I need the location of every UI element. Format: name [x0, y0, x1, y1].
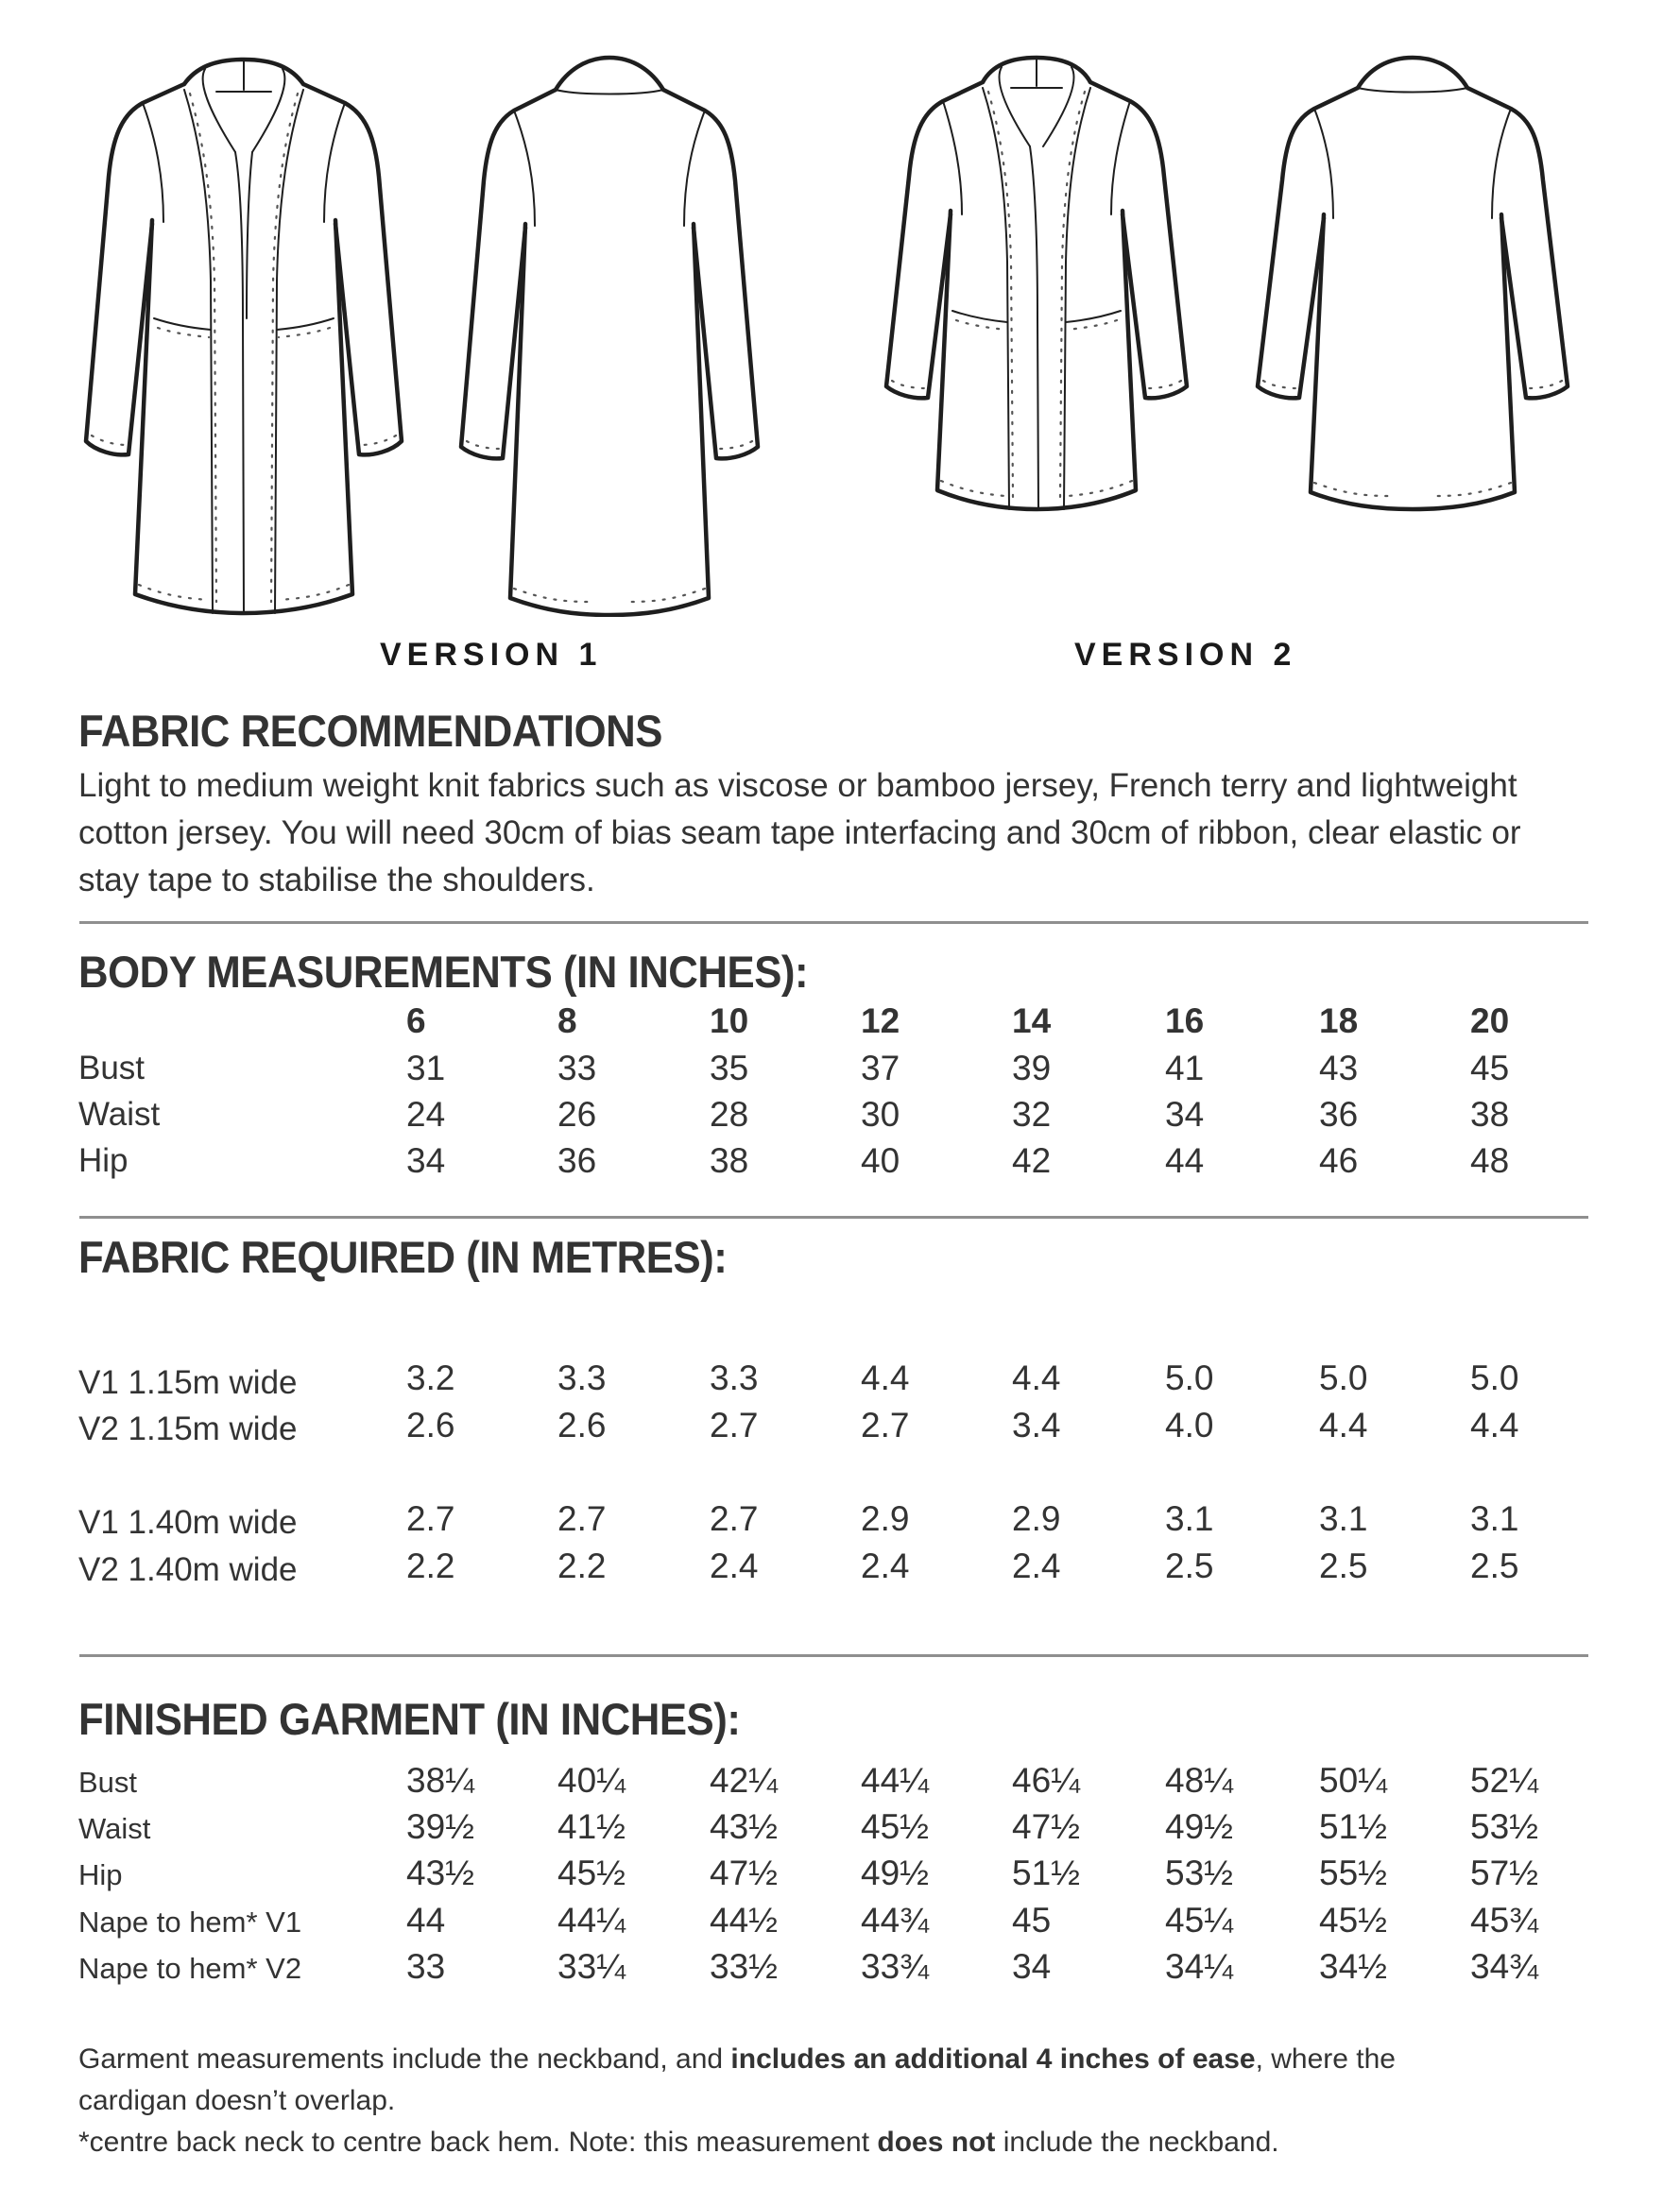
table-cell: 2.7: [710, 1406, 759, 1444]
table-cell: 40: [861, 1141, 900, 1180]
table-cell: 38: [710, 1141, 749, 1180]
table-cell: 33¾: [861, 1947, 930, 1986]
table-cell: 33: [557, 1049, 597, 1087]
table-cell: 2.4: [710, 1547, 759, 1585]
table-cell: 45¼: [1165, 1901, 1234, 1940]
fabric-recommendations-heading: FABRIC RECOMMENDATIONS: [78, 706, 662, 756]
row-label: V1 1.15m wide: [78, 1364, 298, 1401]
section-divider: [79, 921, 1588, 924]
table-cell: 37: [861, 1049, 900, 1087]
table-cell: 47½: [710, 1854, 779, 1892]
table-cell: 2.5: [1319, 1547, 1368, 1585]
size-header: 20: [1470, 1001, 1510, 1040]
table-cell: 47½: [1012, 1807, 1081, 1846]
table-cell: 45¾: [1470, 1901, 1539, 1940]
table-cell: 42: [1012, 1141, 1052, 1180]
table-cell: 36: [557, 1141, 597, 1180]
version2-front-illustration: [879, 35, 1195, 512]
section-divider: [79, 1216, 1588, 1219]
table-cell: 41½: [557, 1807, 626, 1846]
table-cell: 2.2: [557, 1547, 607, 1585]
table-cell: 46: [1319, 1141, 1359, 1180]
body-measurements-heading: BODY MEASUREMENTS (IN INCHES):: [78, 947, 809, 997]
fabric-recommendations-text: [78, 762, 1647, 904]
table-cell: 57½: [1470, 1854, 1539, 1892]
fabric-recommendations-line: Light to medium weight knit fabrics such as viscose or bamboo jersey, French terry and lightweight: [78, 767, 1517, 804]
note-emphasis: does not: [877, 2127, 996, 2158]
table-cell: 45: [1470, 1049, 1510, 1087]
note-text: Garment measurements include the neckband, and: [78, 2043, 731, 2075]
table-cell: 4.4: [1470, 1406, 1519, 1444]
table-cell: 34: [406, 1141, 446, 1180]
table-cell: 45½: [557, 1854, 626, 1892]
table-cell: 44¾: [861, 1901, 930, 1940]
table-cell: 3.4: [1012, 1406, 1061, 1444]
table-cell: 53½: [1470, 1807, 1539, 1846]
note-text: *centre back neck to centre back hem. Note: this measurement: [78, 2127, 878, 2158]
table-cell: 3.1: [1165, 1499, 1214, 1538]
table-cell: 2.7: [710, 1499, 759, 1538]
row-label: Waist: [78, 1812, 151, 1845]
table-cell: 33: [406, 1947, 446, 1986]
table-cell: 2.4: [861, 1547, 910, 1585]
table-cell: 43: [1319, 1049, 1359, 1087]
garment-notes: [78, 2039, 1396, 2163]
table-cell: 34¾: [1470, 1947, 1539, 1986]
row-label: V1 1.40m wide: [78, 1504, 298, 1541]
note-line-ease: [78, 2039, 1396, 2080]
table-cell: 4.4: [1319, 1406, 1368, 1444]
table-cell: 34½: [1319, 1947, 1388, 1986]
table-cell: 45: [1012, 1901, 1052, 1940]
table-cell: 49½: [1165, 1807, 1234, 1846]
table-cell: 40¼: [557, 1761, 626, 1800]
note-text: include the neckband.: [995, 2127, 1279, 2158]
table-cell: 43½: [406, 1854, 475, 1892]
table-cell: 2.5: [1470, 1547, 1519, 1585]
table-cell: 3.3: [710, 1359, 759, 1397]
version1-front-illustration: [77, 35, 411, 617]
row-label: Bust: [78, 1050, 146, 1086]
version1-back-illustration: [455, 39, 764, 617]
version2-label: VERSION 2: [1074, 637, 1297, 673]
table-cell: 44¼: [861, 1761, 930, 1800]
table-cell: 39½: [406, 1807, 475, 1846]
row-label: Waist: [78, 1096, 161, 1133]
table-cell: 30: [861, 1095, 900, 1134]
table-cell: 33½: [710, 1947, 779, 1986]
table-cell: 51½: [1319, 1807, 1388, 1846]
table-cell: 45½: [861, 1807, 930, 1846]
table-cell: 35: [710, 1049, 749, 1087]
table-cell: 48: [1470, 1141, 1510, 1180]
size-header: 8: [557, 1001, 577, 1040]
finished-garment-heading: FINISHED GARMENT (IN INCHES):: [78, 1694, 741, 1744]
size-header: 16: [1165, 1001, 1205, 1040]
table-cell: 5.0: [1470, 1359, 1519, 1397]
fabric-recommendations-line: stay tape to stabilise the shoulders.: [78, 862, 595, 898]
table-cell: 2.9: [1012, 1499, 1061, 1538]
table-cell: 34: [1165, 1095, 1205, 1134]
size-header: 14: [1012, 1001, 1052, 1040]
section-divider: [79, 1654, 1588, 1657]
table-cell: 3.3: [557, 1359, 607, 1397]
table-cell: 28: [710, 1095, 749, 1134]
table-cell: 2.7: [406, 1499, 455, 1538]
table-cell: 44: [1165, 1141, 1205, 1180]
table-cell: 31: [406, 1049, 446, 1087]
table-cell: 48¼: [1165, 1761, 1234, 1800]
table-cell: 34: [1012, 1947, 1052, 1986]
table-cell: 44¼: [557, 1901, 626, 1940]
table-cell: 49½: [861, 1854, 930, 1892]
table-cell: 36: [1319, 1095, 1359, 1134]
row-label: Nape to hem* V1: [78, 1906, 302, 1939]
table-cell: 26: [557, 1095, 597, 1134]
table-cell: 44½: [710, 1901, 779, 1940]
table-cell: 38¼: [406, 1761, 475, 1800]
version1-label: VERSION 1: [380, 637, 603, 673]
row-label: V2 1.40m wide: [78, 1551, 298, 1588]
table-cell: 52¼: [1470, 1761, 1539, 1800]
table-cell: 3.1: [1319, 1499, 1368, 1538]
table-cell: 24: [406, 1095, 446, 1134]
table-cell: 2.7: [861, 1406, 910, 1444]
table-cell: 2.9: [861, 1499, 910, 1538]
note-line-overlap: cardigan doesn’t overlap.: [78, 2085, 396, 2116]
table-cell: 32: [1012, 1095, 1052, 1134]
table-cell: 2.5: [1165, 1547, 1214, 1585]
table-cell: 5.0: [1165, 1359, 1214, 1397]
table-cell: 46¼: [1012, 1761, 1081, 1800]
table-cell: 45½: [1319, 1901, 1388, 1940]
row-label: Nape to hem* V2: [78, 1952, 302, 1985]
table-cell: 38: [1470, 1095, 1510, 1134]
table-cell: 55½: [1319, 1854, 1388, 1892]
table-cell: 50¼: [1319, 1761, 1388, 1800]
row-label: Hip: [78, 1142, 129, 1179]
table-cell: 34¼: [1165, 1947, 1234, 1986]
table-cell: 41: [1165, 1049, 1205, 1087]
table-cell: 2.2: [406, 1547, 455, 1585]
table-cell: 43½: [710, 1807, 779, 1846]
table-cell: 51½: [1012, 1854, 1081, 1892]
row-label: V2 1.15m wide: [78, 1410, 298, 1447]
row-label: Hip: [78, 1858, 123, 1891]
table-cell: 2.6: [406, 1406, 455, 1444]
table-cell: 42¼: [710, 1761, 779, 1800]
table-cell: 4.4: [1012, 1359, 1061, 1397]
note-text: , where the: [1255, 2043, 1396, 2075]
size-header: 12: [861, 1001, 900, 1040]
table-cell: 33¼: [557, 1947, 626, 1986]
table-cell: 2.4: [1012, 1547, 1061, 1585]
size-header: 6: [406, 1001, 426, 1040]
table-cell: 4.0: [1165, 1406, 1214, 1444]
version2-back-illustration: [1246, 39, 1580, 512]
table-cell: 2.6: [557, 1406, 607, 1444]
note-line-footnote: [78, 2122, 1396, 2163]
fabric-recommendations-line: cotton jersey. You will need 30cm of bias seam tape interfacing and 30cm of ribbon, clear elastic or: [78, 814, 1521, 851]
size-header: 10: [710, 1001, 749, 1040]
fabric-required-heading: FABRIC REQUIRED (IN METRES):: [78, 1232, 728, 1282]
size-header: 18: [1319, 1001, 1359, 1040]
table-cell: 4.4: [861, 1359, 910, 1397]
row-label: Bust: [78, 1766, 138, 1799]
table-cell: 39: [1012, 1049, 1052, 1087]
note-emphasis: includes an additional 4 inches of ease: [730, 2043, 1256, 2075]
table-cell: 3.1: [1470, 1499, 1519, 1538]
table-cell: 44: [406, 1901, 446, 1940]
table-cell: 53½: [1165, 1854, 1234, 1892]
table-cell: 3.2: [406, 1359, 455, 1397]
table-cell: 2.7: [557, 1499, 607, 1538]
table-cell: 5.0: [1319, 1359, 1368, 1397]
